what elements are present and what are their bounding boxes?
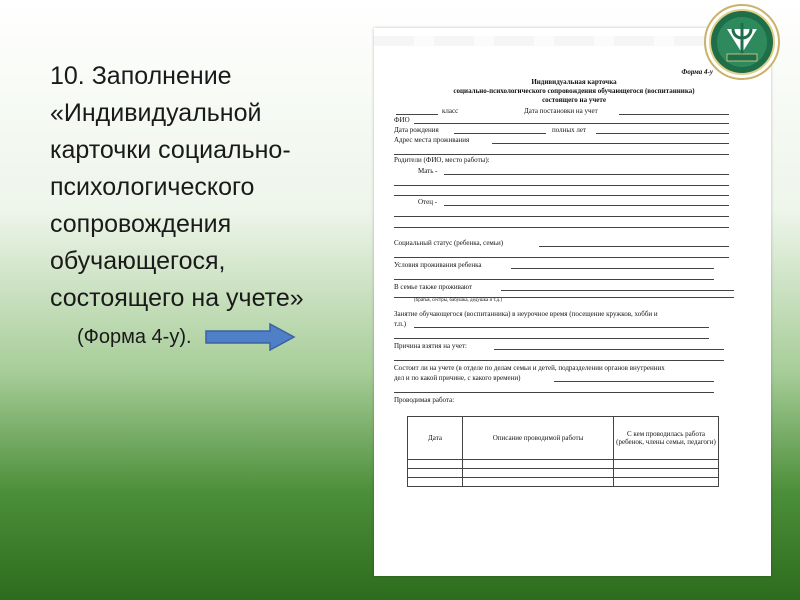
work-table (407, 416, 719, 487)
living-conditions-line (394, 279, 714, 280)
registration-date-line (619, 114, 729, 115)
card-title (414, 78, 734, 105)
table-row (408, 460, 719, 469)
card-title-line: социально-психологического сопровождения обучающегося (воспитанника) (453, 87, 695, 95)
reason-line (394, 360, 724, 361)
form-number-label: Форма 4-у (681, 68, 713, 76)
title-line: состоящего на учете» (50, 284, 304, 312)
mother-line (394, 185, 729, 186)
table-header: Описание проводимой работы (463, 417, 614, 460)
family-also-label: В семье также проживают (394, 283, 473, 291)
living-conditions-line (511, 268, 714, 269)
table-row (408, 469, 719, 478)
social-status-label: Социальный статус (ребенка, семьи) (394, 239, 504, 247)
father-line (444, 205, 729, 206)
address-line (492, 143, 729, 144)
father-line (394, 227, 729, 228)
registered-label-cont: дел и по какой причине, с какого времени) (394, 374, 521, 382)
reason-line (494, 349, 724, 350)
social-status-line (539, 246, 729, 247)
family-also-line (501, 290, 734, 291)
registered-label: Состоит ли на учете (в отделе по делам семьи и детей, подразделении органов внутренних (394, 364, 665, 372)
occupation-line (394, 338, 709, 339)
table-header-row (408, 417, 719, 460)
full-years-line (596, 133, 729, 134)
birth-date-label: Дата рождения (394, 126, 439, 134)
occupation-label-cont: т.п.) (394, 320, 407, 328)
mother-line (394, 195, 729, 196)
full-years-label: полных лет (552, 126, 587, 134)
title-line: обучающегося, (50, 247, 226, 275)
work-label: Проводимая работа: (394, 396, 455, 404)
title-line: психологического (50, 173, 255, 201)
registration-date-label: Дата постановки на учет (524, 107, 598, 115)
class-label: класс (442, 107, 459, 115)
fio-label: ФИО (394, 116, 410, 124)
class-line (396, 114, 438, 115)
table-header: С кем проводилась работа (ребенок, члены семьи, педагоги) (614, 417, 719, 460)
mother-label: Мать - (418, 167, 438, 175)
reason-label: Причина взятия на учет: (394, 342, 467, 350)
title-line: 10. Заполнение (50, 62, 232, 90)
parents-label: Родители (ФИО, место работы): (394, 156, 490, 164)
table-header: Дата (408, 417, 463, 460)
registered-line (554, 381, 714, 382)
right-arrow-icon (204, 322, 296, 352)
form-document (374, 28, 771, 576)
registered-line (394, 392, 714, 393)
father-label: Отец - (418, 198, 438, 206)
family-hint: (братья, сестры, бабушка, дедушка и т.д.) (414, 298, 502, 303)
card-title-line: Индивидуальная карточка (531, 78, 617, 86)
form-reference-row (77, 322, 296, 352)
title-line: «Индивидуальной (50, 99, 262, 127)
university-logo-icon (703, 3, 781, 81)
birth-date-line (454, 133, 546, 134)
form-reference: (Форма 4-у). (77, 325, 192, 348)
address-label: Адрес места проживания (394, 136, 470, 144)
mother-line (444, 174, 729, 175)
fio-line (414, 123, 729, 124)
father-line (394, 216, 729, 217)
table-row (408, 478, 719, 487)
slide-title (50, 58, 370, 317)
occupation-label: Занятие обучающегося (воспитанника) в неурочное время (посещение кружков, хобби и (394, 310, 658, 318)
faded-header-band (374, 36, 734, 46)
living-conditions-label: Условия проживания ребенка (394, 261, 482, 269)
card-title-line: состоящего на учете (542, 96, 606, 104)
occupation-line (414, 327, 709, 328)
title-line: карточки социально- (50, 136, 291, 164)
social-status-line (394, 257, 729, 258)
address-line (394, 154, 729, 155)
title-line: сопровождения (50, 210, 232, 238)
